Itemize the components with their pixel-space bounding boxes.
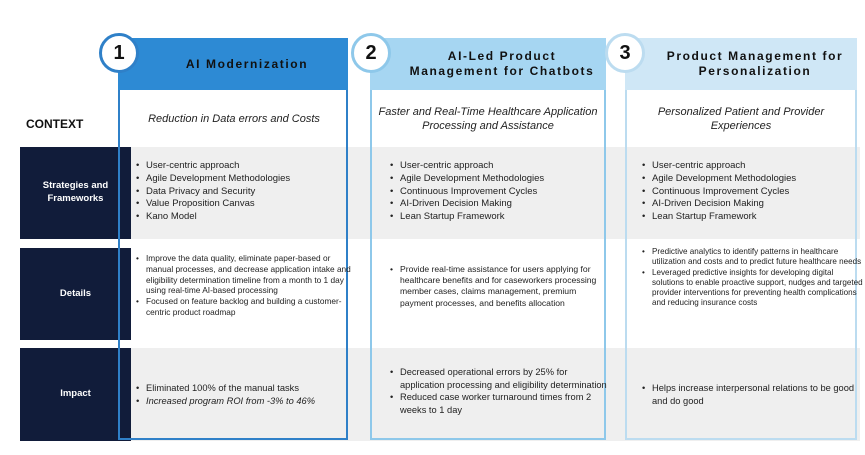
column-3-title: Product Management for Personalization: [666, 49, 844, 78]
column-2-impact-list: [388, 366, 610, 416]
list-item: • Leveraged predictive insights for developing digital solutions to enable proactive support, nudges and targeted provider interventions for preventing health complications and reducing insurance costs: [652, 268, 864, 309]
column-3-header: [625, 38, 857, 90]
list-item: • Continuous Improvement Cycles: [652, 186, 860, 199]
list-item: • Focused on feature backlog and building a customer-centric product roadmap: [146, 296, 354, 318]
column-3-strategies-list: [640, 160, 860, 224]
list-item: • Decreased operational errors by 25% for application processing and eligibility determination: [400, 366, 610, 391]
column-2-number-badge: 2: [351, 33, 391, 73]
column-3-number-badge: 3: [605, 33, 645, 73]
column-1-details-list: [134, 253, 354, 318]
list-item: • Eliminated 100% of the manual tasks: [146, 382, 351, 395]
column-2-header: [370, 38, 606, 90]
list-item: • Data Privacy and Security: [146, 186, 351, 199]
list-item: • AI-Driven Decision Making: [652, 198, 860, 211]
list-item: • Agile Development Methodologies: [652, 173, 860, 186]
list-item: • User-centric approach: [146, 160, 351, 173]
row-label-strategies-text: Strategies and Frameworks: [42, 180, 109, 204]
list-item: • User-centric approach: [400, 160, 605, 173]
column-2-title: AI-Led Product Management for Chatbots: [409, 49, 595, 78]
list-item: • Predictive analytics to identify patterns in healthcare utilization and costs and to predict future healthcare needs: [652, 247, 864, 268]
column-1-strategies-list: [134, 160, 351, 224]
column-1-number-badge: 1: [99, 33, 139, 73]
row-label-details: [20, 248, 131, 340]
list-item: • Increased program ROI from -3% to 46%: [146, 395, 351, 408]
column-2-strategies-list: [388, 160, 605, 224]
context-label: CONTEXT: [26, 117, 84, 131]
list-item: • Improve the data quality, eliminate paper-based or manual processes, and decrease application intake and eligibility determination timeline from a month to 1 day using real-time AI-based processing: [146, 253, 354, 296]
column-3-context: Personalized Patient and Provider Experiences: [657, 106, 825, 132]
row-label-details-text: Details: [59, 287, 92, 299]
column-3-impact-list: [640, 382, 857, 407]
row-label-impact-text: Impact: [60, 388, 91, 400]
row-label-impact: [20, 348, 131, 441]
column-2-context: Faster and Real-Time Healthcare Application Processing and Assistance: [378, 106, 598, 132]
list-item: • Continuous Improvement Cycles: [400, 186, 605, 199]
list-item: • Reduced case worker turnaround times from 2 weeks to 1 day: [400, 391, 610, 416]
list-item: • AI-Driven Decision Making: [400, 198, 605, 211]
list-item: • Value Proposition Canvas: [146, 198, 351, 211]
list-item: • User-centric approach: [652, 160, 860, 173]
list-item: • Helps increase interpersonal relations to be good and do good: [652, 382, 857, 407]
column-1-impact-list: [134, 382, 351, 407]
list-item: • Agile Development Methodologies: [146, 173, 351, 186]
column-1-header: [118, 38, 348, 90]
list-item: • Provide real-time assistance for users applying for healthcare benefits and for caseworkers processing member cases, claims management, premium payment processes, and benefits allocation: [400, 264, 610, 309]
column-2-details-list: [388, 264, 610, 309]
list-item: • Lean Startup Framework: [400, 211, 605, 224]
row-label-strategies: [20, 147, 131, 239]
list-item: • Kano Model: [146, 211, 351, 224]
column-1-title: AI Modernization: [185, 56, 309, 71]
column-3-details-list: [640, 247, 864, 309]
column-1-context: Reduction in Data errors and Costs: [148, 113, 320, 126]
list-item: • Agile Development Methodologies: [400, 173, 605, 186]
list-item: • Lean Startup Framework: [652, 211, 860, 224]
